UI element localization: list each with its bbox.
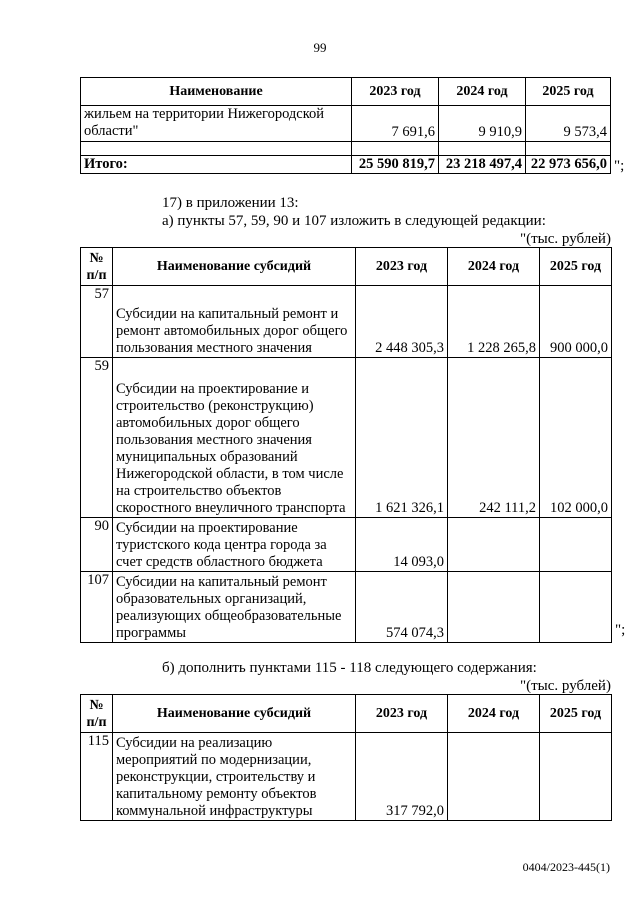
row-2025: [540, 733, 612, 821]
row-number: 107: [81, 572, 113, 643]
header-2024: 2024 год: [448, 695, 540, 733]
row-2024: 242 111,2: [448, 358, 540, 518]
table1-end-mark: ";: [614, 158, 625, 174]
row-2024: [448, 733, 540, 821]
row-2023: 2 448 305,3: [356, 286, 448, 358]
additional-subsidies-table: [80, 694, 612, 821]
total-2025: 22 973 656,0: [526, 156, 611, 174]
row-2025: 900 000,0: [540, 286, 612, 358]
row-2023: 7 691,6: [352, 106, 439, 142]
row-2024: [448, 518, 540, 572]
row-2024: 9 910,9: [439, 106, 526, 142]
total-2023: 25 590 819,7: [352, 156, 439, 174]
row-number: 59: [81, 358, 113, 518]
table2-end-mark: ";: [615, 622, 626, 638]
empty-row: [81, 142, 611, 156]
table-row: [81, 106, 611, 142]
row-name: жильем на территории Нижегородской области": [81, 106, 352, 142]
row-2025: 102 000,0: [540, 358, 612, 518]
row-2025: [540, 518, 612, 572]
row-2023: 1 621 326,1: [356, 358, 448, 518]
header-number: № п/п: [81, 695, 113, 733]
header-number: № п/п: [81, 248, 113, 286]
paragraph-b: б) дополнить пунктами 115 - 118 следующего содержания:: [162, 660, 537, 676]
header-2024: 2024 год: [448, 248, 540, 286]
header-2024: 2024 год: [439, 78, 526, 106]
table-row: [81, 572, 612, 643]
header-2023: 2023 год: [356, 695, 448, 733]
row-name: Субсидии на капитальный ремонт и ремонт автомобильных дорог общего пользования местного значения: [113, 286, 356, 358]
total-2024: 23 218 497,4: [439, 156, 526, 174]
header-2025: 2025 год: [540, 248, 612, 286]
document-code: 0404/2023-445(1): [522, 860, 610, 874]
row-2023: 317 792,0: [356, 733, 448, 821]
table-row: [81, 733, 612, 821]
row-name: Субсидии на капитальный ремонт образовательных организаций, реализующих общеобразовательные программы: [113, 572, 356, 643]
row-2025: 9 573,4: [526, 106, 611, 142]
row-2023: 574 074,3: [356, 572, 448, 643]
subsidies-table: [80, 247, 612, 643]
table-row: [81, 286, 612, 358]
row-number: 115: [81, 733, 113, 821]
header-name: Наименование субсидий: [113, 248, 356, 286]
unit-b: "(тыс. рублей): [520, 678, 611, 694]
row-number: 90: [81, 518, 113, 572]
total-row: [81, 156, 611, 174]
header-2023: 2023 год: [356, 248, 448, 286]
page-number: 99: [313, 40, 327, 55]
row-2024: [448, 572, 540, 643]
header-name: Наименование: [81, 78, 352, 106]
table-row: [81, 358, 612, 518]
row-name: Субсидии на проектирование туристского кода центра города за счет средств областного бюджета: [113, 518, 356, 572]
item-17: 17) в приложении 13:: [162, 195, 299, 211]
row-2025: [540, 572, 612, 643]
header-2025: 2025 год: [540, 695, 612, 733]
row-name: Субсидии на реализацию мероприятий по модернизации, реконструкции, строительству и капитальному ремонту объектов коммунальной инфраструктуры: [113, 733, 356, 821]
unit-a: "(тыс. рублей): [520, 231, 611, 247]
row-2023: 14 093,0: [356, 518, 448, 572]
summary-table: [80, 77, 611, 174]
row-number: 57: [81, 286, 113, 358]
total-label: Итого:: [81, 156, 352, 174]
paragraph-a: а) пункты 57, 59, 90 и 107 изложить в следующей редакции:: [162, 213, 546, 229]
row-name: Субсидии на проектирование и строительство (реконструкцию) автомобильных дорог общего пользования местного значения муниципальных образований Нижегородской области, в том числе на строительство объектов скоростного внеуличного транспорта: [113, 358, 356, 518]
header-2025: 2025 год: [526, 78, 611, 106]
header-2023: 2023 год: [352, 78, 439, 106]
row-2024: 1 228 265,8: [448, 286, 540, 358]
table-row: [81, 518, 612, 572]
header-name: Наименование субсидий: [113, 695, 356, 733]
